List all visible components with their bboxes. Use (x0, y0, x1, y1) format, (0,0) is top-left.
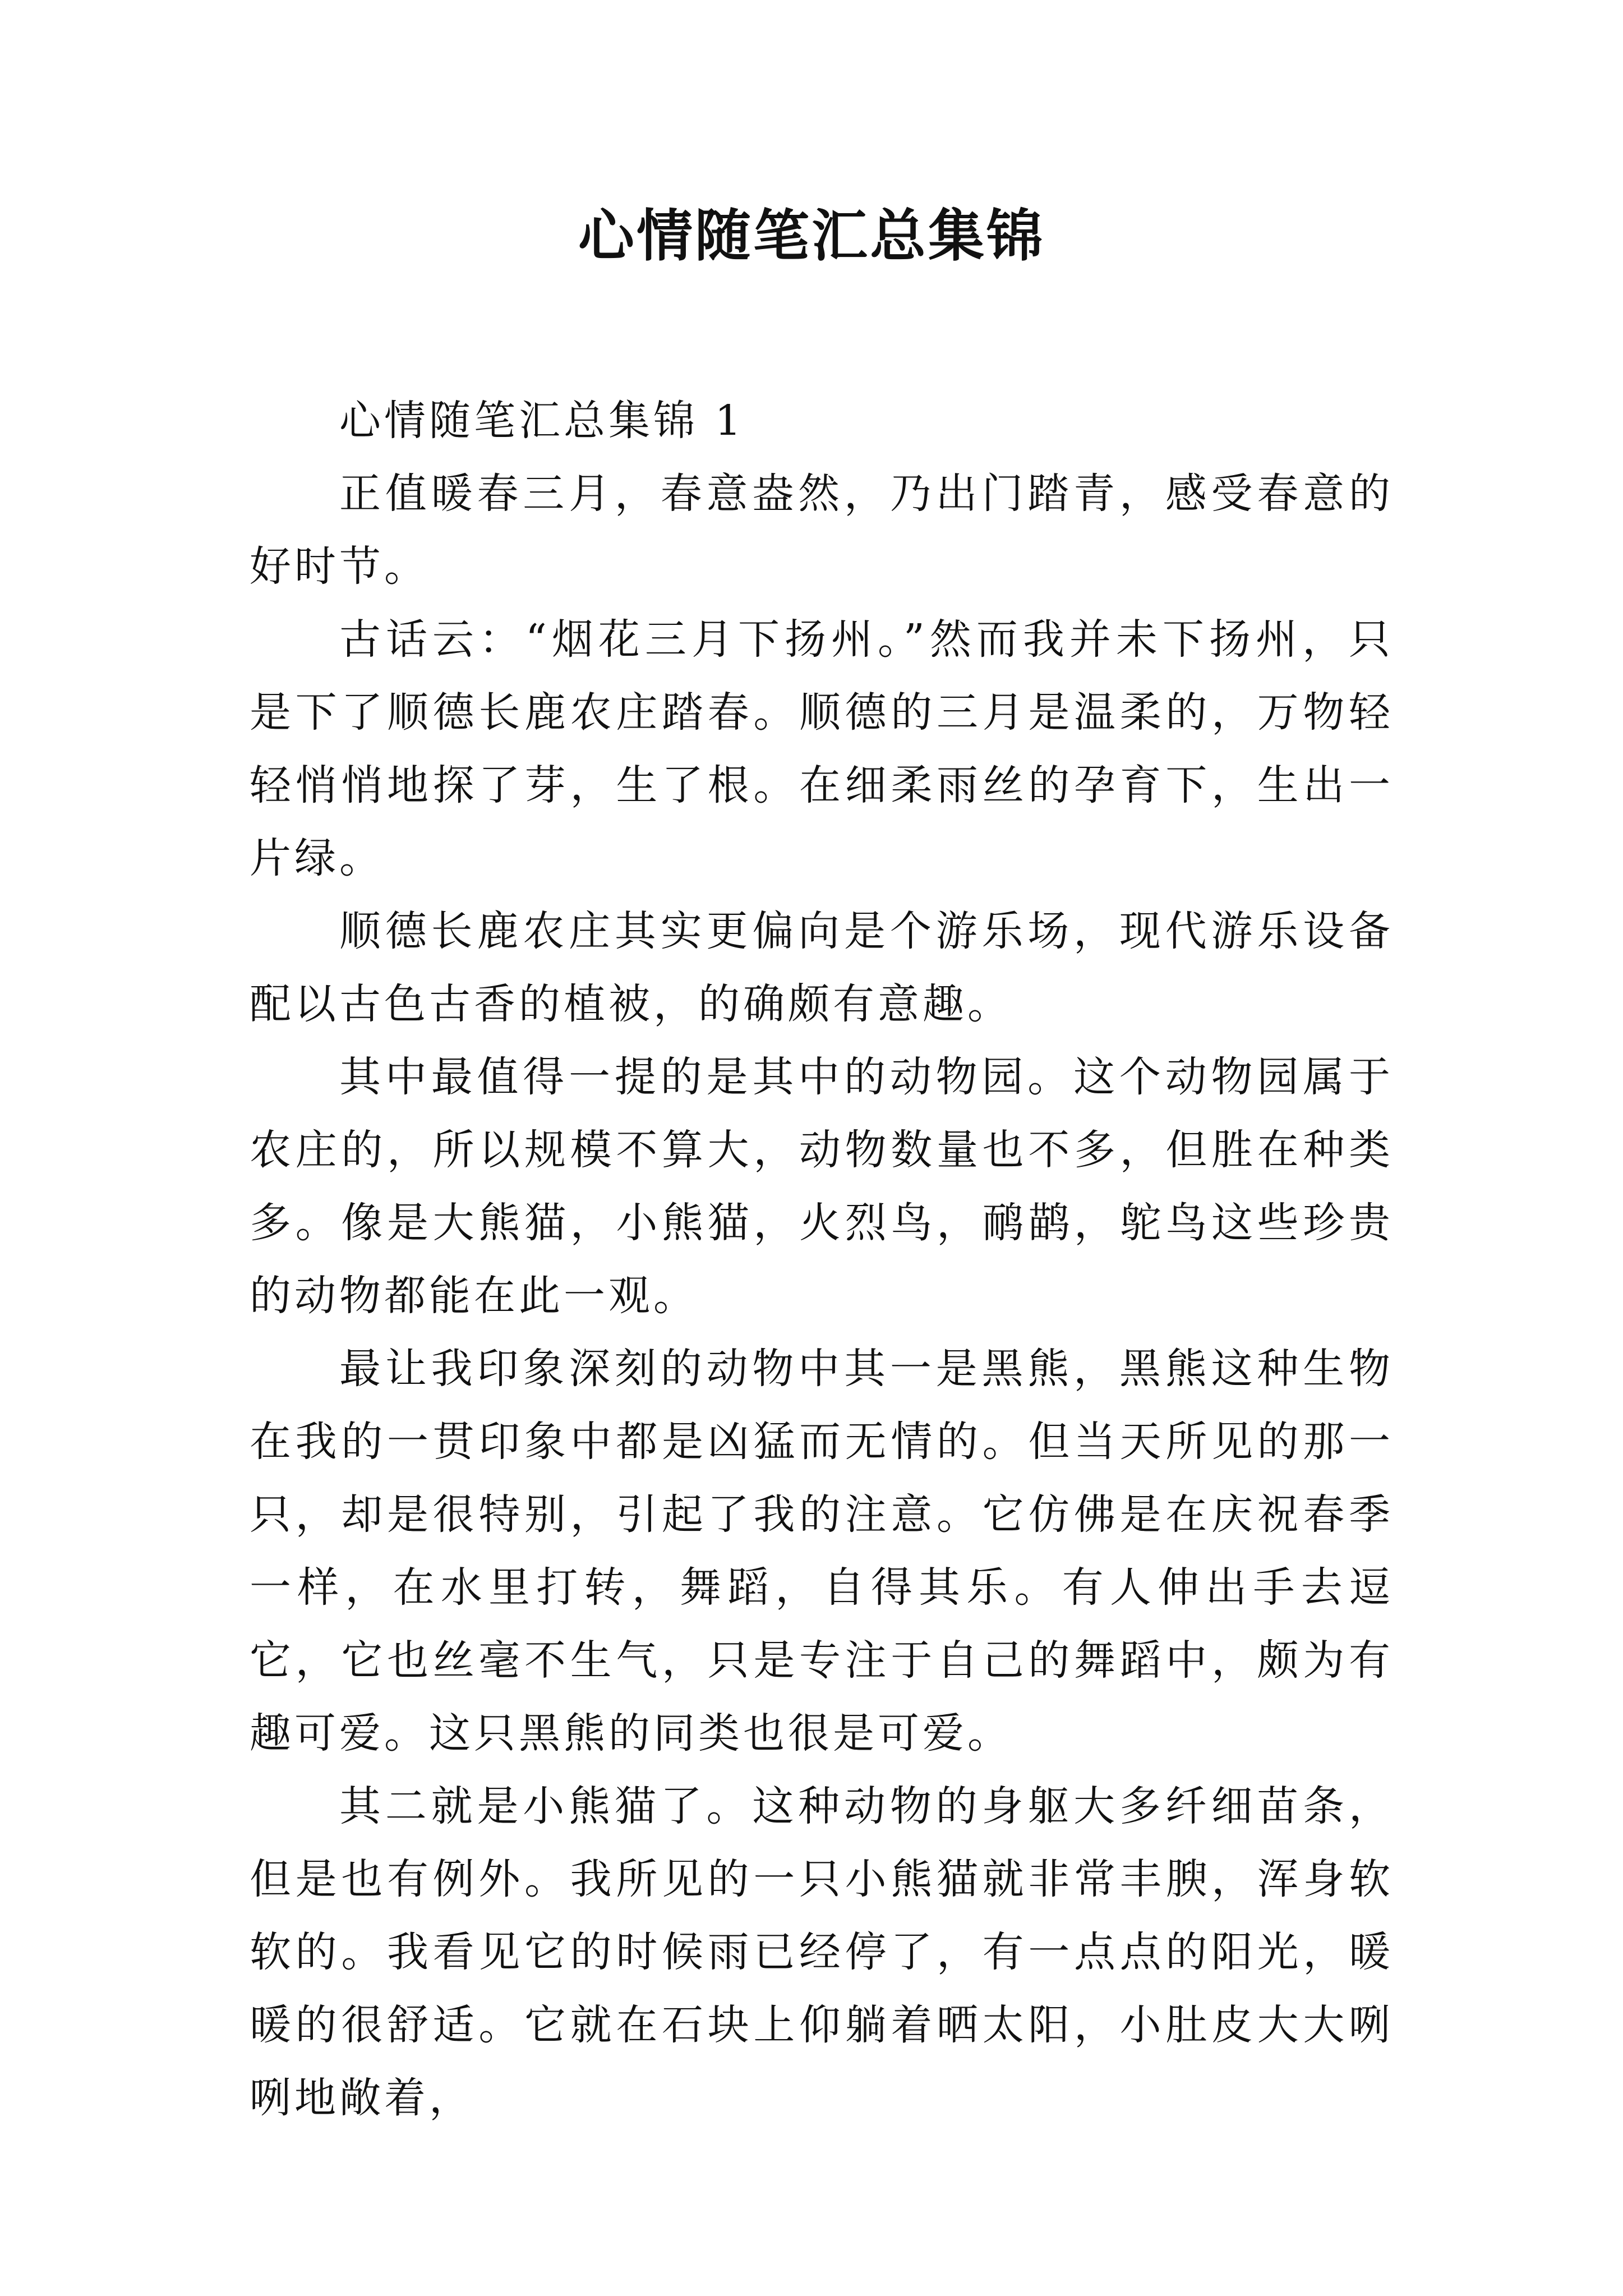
paragraph: 最让我印象深刻的动物中其一是黑熊，黑熊这种生物在我的一贯印象中都是凶猛而无情的。但当天所见的那一只，却是很特别，引起了我的注意。它仿佛是在庆祝春季一样，在水里打转，舞蹈，自得其乐。有人伸出手去逗它，它也丝毫不生气，只是专注于自己的舞蹈中，颇为有趣可爱。这只黑熊的同类也很是可爱。 (250, 1345, 1394, 1757)
paragraph: 古话云：“烟花三月下扬州。”然而我并未下扬州，只是下了顺德长鹿农庄踏春。顺德的三月是温柔的，万物轻轻悄悄地探了芽，生了根。在细柔雨丝的孕育下，生出一片绿。 (250, 615, 1394, 882)
document-title: 心情随笔汇总集锦 (578, 203, 1045, 269)
paragraph: 其二就是小熊猫了。这种动物的身躯大多纤细苗条，但是也有例外。我所见的一只小熊猫就非常丰腴，浑身软软的。我看见它的时候雨已经停了，有一点点的阳光，暖暖的很舒适。它就在石块上仰躺着晒太阳，小肚皮大大咧咧地敞着， (250, 1782, 1394, 2122)
paragraph: 其中最值得一提的是其中的动物园。这个动物园属于农庄的，所以规模不算大，动物数量也不多，但胜在种类多。像是大熊猫，小熊猫，火烈鸟，鸸鹋，鸵鸟这些珍贵的动物都能在此一观。 (250, 1053, 1394, 1320)
paragraph: 顺德长鹿农庄其实更偏向是个游乐场，现代游乐设备配以古色古香的植被，的确颇有意趣。 (250, 907, 1394, 1028)
document-body (250, 384, 1394, 2134)
section-heading: 心情随笔汇总集锦 1 (339, 397, 745, 445)
paragraph: 正值暖春三月，春意盎然，乃出门踏青，感受春意的好时节。 (250, 470, 1394, 591)
